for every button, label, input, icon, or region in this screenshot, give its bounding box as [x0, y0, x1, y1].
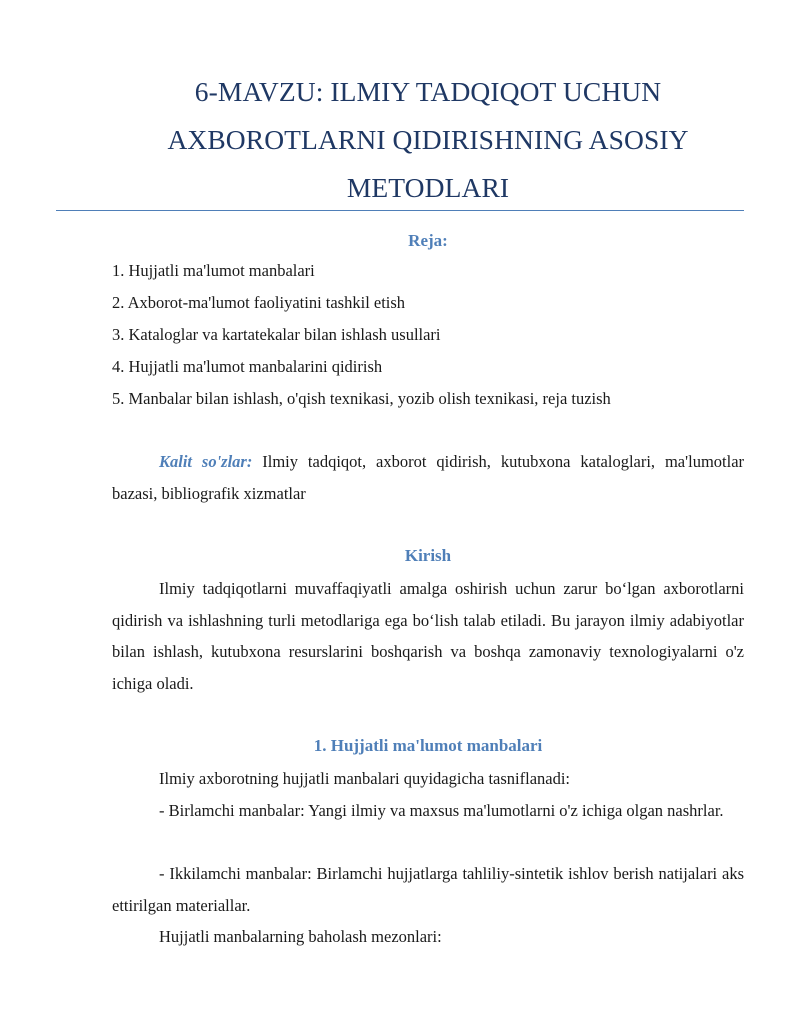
title-divider — [56, 210, 744, 211]
section-1-heading: 1. Hujjatli ma'lumot manbalari — [313, 736, 543, 755]
plan-item-5: 5. Manbalar bilan ishlash, o'qish texnikasi, yozib olish texnikasi, reja tuzish — [112, 389, 611, 408]
title-line-2: AXBOROTLARNI QIDIRISHNING ASOSIY — [167, 124, 689, 155]
intro-paragraph: Ilmiy tadqiqotlarni muvaffaqiyatli amalga oshirish uchun zarur bo‘lgan axborotlarni qidirish va ishlashning turli metodlariga ega bo‘lish talab etiladi. Bu jarayon ilmiy adabiyotlar bilan ishlash, kutubxona resurslarini boshqarish va boshqa zamonaviy texnologiyalarni o'z ichiga oladi. — [112, 579, 744, 694]
section-1-intro: Ilmiy axborotning hujjatli manbalari quyidagicha tasniflanadi: — [159, 769, 571, 788]
section-1-item-secondary: - Ikkilamchi manbalar: Birlamchi hujjatlarga tahliliy-sintetik ishlov berish natijalari aks ettirilgan materiallar. — [112, 864, 744, 915]
plan-heading: Reja: — [408, 231, 448, 250]
keywords-paragraph — [112, 446, 744, 509]
plan-item-4: 4. Hujjatli ma'lumot manbalarini qidirish — [112, 357, 383, 376]
document-title — [112, 68, 744, 212]
title-line-3: METODLARI — [346, 172, 510, 203]
plan-item-3: 3. Kataloglar va kartatekalar bilan ishlash usullari — [112, 325, 441, 344]
plan-item-2: 2. Axborot-ma'lumot faoliyatini tashkil etish — [112, 293, 406, 312]
keywords-text: Ilmiy tadqiqot, axborot qidirish, kutubxona kataloglari, ma'lumotlar bazasi, bibliografik xizmatlar — [112, 452, 745, 503]
section-1-criteria: Hujjatli manbalarning baholash mezonlari: — [159, 927, 442, 946]
plan-item-1: 1. Hujjatli ma'lumot manbalari — [112, 261, 315, 280]
keywords-label: Kalit so'zlar: — [159, 452, 253, 471]
intro-heading: Kirish — [404, 546, 452, 565]
section-1-item-primary: - Birlamchi manbalar: Yangi ilmiy va maxsus ma'lumotlarni o'z ichiga olgan nashrlar. — [159, 801, 724, 820]
title-line-1: 6-MAVZU: ILMIY TADQIQOT UCHUN — [194, 76, 662, 107]
